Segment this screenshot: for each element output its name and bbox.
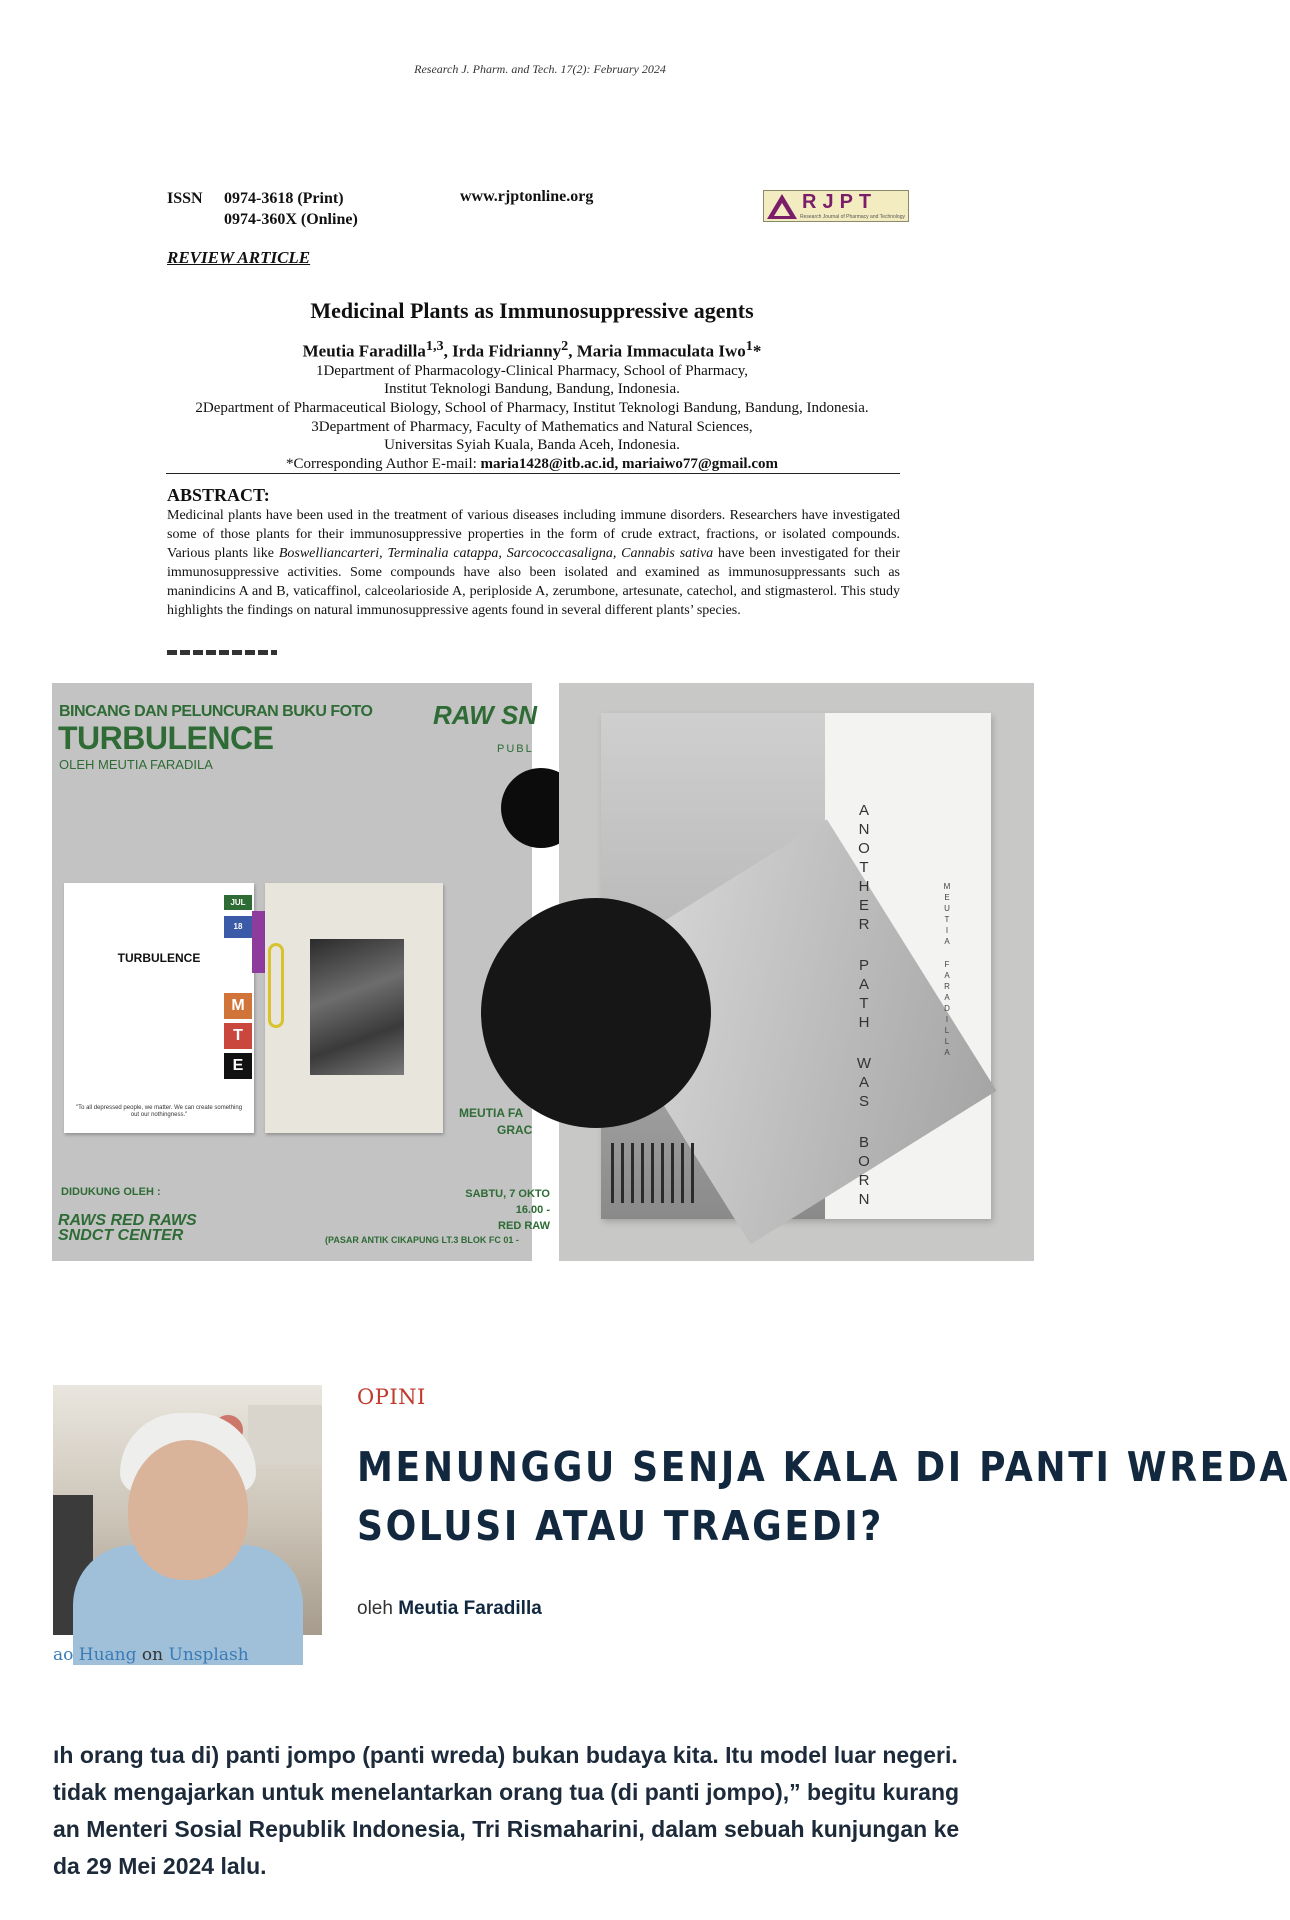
paper-authors: Meutia Faradilla$^{1,3}$, Irda Fidrianny$^2$, Maria Immaculata Iwo$^1$* — [302, 338, 762, 361]
corresponding-author — [0, 455, 1064, 473]
book-author-vertical: M E U T I A F A R A D I L L A — [943, 882, 951, 1057]
affiliation-line: Universitas Syiah Kuala, Banda Aceh, Indonesia. — [384, 437, 680, 453]
event-address: (PASAR ANTIK CIKAPUNG LT.3 BLOK FC 01 - — [325, 1235, 519, 1245]
photo-print-mockup — [265, 883, 443, 1133]
publisher-logo: RAW SN — [433, 700, 537, 730]
photo-credit — [53, 1645, 249, 1665]
affiliation-line: 2Department of Pharmaceutical Biology, School of Pharmacy, Institut Teknologi Bandung, Bandung, Indonesia. — [195, 400, 869, 416]
running-header: Research J. Pharm. and Tech. 17(2): February 2024 — [414, 62, 666, 76]
date-day: 18 — [224, 916, 252, 938]
logo-triangle-icon — [767, 194, 797, 219]
affiliation-line: 3Department of Pharmacy, Faculty of Mathematics and Natural Sciences, — [311, 419, 753, 435]
tab-t: T — [224, 1023, 252, 1049]
sponsor-line: SNDCT CENTER — [58, 1227, 184, 1244]
body-line: da 29 Mei 2024 lalu. — [53, 1853, 267, 1879]
publisher-sub: PUBL — [497, 743, 534, 755]
journal-logo — [763, 190, 909, 222]
event-schedule — [450, 1186, 550, 1234]
book-cover — [601, 713, 991, 1219]
paper-title: Medicinal Plants as Immunosuppressive agents — [310, 298, 754, 323]
speaker-line: MEUTIA FA — [459, 1106, 524, 1120]
book-cover-photo — [559, 683, 1034, 1261]
unsplash-link[interactable]: Unsplash — [168, 1645, 249, 1665]
balcony-railing — [611, 1143, 701, 1203]
event-poster — [52, 683, 550, 1261]
abstract-part: Medicinal plants have been used in the treatment of various diseases including immune disorders. Researchers have investigated some of those plants for their immunosuppressive properties in the form of crude extract, fractions, or isolated compounds. Various plants like — [167, 508, 900, 561]
byline-prefix: oleh — [357, 1598, 399, 1619]
credit-on: on — [136, 1645, 169, 1665]
book-mockup-quote: "To all depressed people, we matter. We can create something out our nothingness." — [75, 1105, 243, 1118]
article-byline — [357, 1598, 542, 1620]
affiliation-line: Institut Teknologi Bandung, Bandung, Indonesia. — [384, 381, 680, 397]
abstract-species: Boswelliancarteri, Terminalia catappa, Sarcococcasaligna, Cannabis sativa — [278, 546, 714, 561]
body-line: tidak mengajarkan untuk menelantarkan orang tua (di panti jompo),” begitu kurang — [53, 1779, 960, 1805]
byline-author[interactable]: Meutia Faradilla — [398, 1598, 542, 1619]
book-title-vertical: A N O T H E R P A T H W A S B O R N — [856, 802, 872, 1208]
tab-e: E — [224, 1053, 252, 1079]
abstract-text — [167, 506, 900, 620]
article-type: REVIEW ARTICLE — [167, 248, 311, 267]
poster-byline: OLEH MEUTIA FARADILA — [59, 757, 213, 772]
poster-title: TURBULENCE — [58, 720, 274, 756]
speaker-line: GRAC — [497, 1123, 533, 1137]
supported-by-label: DIDUKUNG OLEH : — [61, 1186, 161, 1198]
logo-subtitle: Research Journal of Pharmacy and Technology — [800, 214, 905, 220]
article-title — [357, 1438, 1290, 1556]
issn-block — [167, 188, 358, 230]
body-line: an Menteri Sosial Republik Indonesia, Tri Rismaharini, dalam sebuah kunjungan ke — [53, 1816, 960, 1842]
building-photo — [601, 713, 825, 1219]
elderly-woman-photo — [53, 1385, 322, 1635]
issn-print: 0974-3618 (Print) — [224, 190, 344, 207]
title-line: SOLUSI ATAU TRAGEDI? — [357, 1502, 884, 1550]
journal-website: www.rjptonline.org — [460, 188, 594, 205]
issn-online: 0974-360X (Online) — [224, 211, 358, 228]
corresponding-label: *Corresponding Author E-mail: — [285, 456, 481, 472]
corresponding-emails: maria1428@itb.ac.id, mariaiwo77@gmail.com — [480, 456, 778, 472]
poster-speakers — [459, 1105, 532, 1139]
date-month: JUL — [224, 895, 252, 910]
abstract-part: have been investigated for their immunosuppressive activities. Some compounds have also been isolated and examined as immunosuppressants such as manindicins A and B, vaticaffinol, calceolarioside A, periploside A, zerumbone, artesunate, catechol, and stigmasterol. This study highlights the findings on natural immunosuppressive agents found in several different plants’ species. — [167, 546, 901, 618]
body-line: ıh orang tua di) panti jompo (panti wreda) bukan budaya kita. Itu model luar negeri. — [53, 1742, 958, 1768]
cut-off-heading — [167, 650, 277, 655]
title-line: MENUNGGU SENJA KALA DI PANTI WREDA — [357, 1443, 1290, 1491]
paper-first-page — [0, 0, 1080, 655]
footprints-photo — [310, 939, 404, 1075]
tab-m: M — [224, 993, 252, 1019]
issn-label: ISSN — [167, 190, 203, 207]
logo-text: RJPT — [802, 191, 878, 213]
schedule-line: SABTU, 7 OKTO — [465, 1188, 550, 1200]
header-divider — [166, 473, 900, 474]
schedule-line: RED RAW — [498, 1220, 550, 1232]
article-body — [53, 1737, 1038, 1885]
opinion-article — [0, 1370, 1290, 1920]
paper-clip-icon — [268, 943, 284, 1028]
affiliation-line: 1Department of Pharmacology-Clinical Pharmacy, School of Pharmacy, — [315, 363, 749, 379]
sponsor-line: RAWS RED RAWS — [58, 1212, 197, 1229]
poster-kicker: BINCANG DAN PELUNCURAN BUKU FOTO — [59, 703, 373, 720]
photographer-link[interactable]: ao Huang — [53, 1645, 137, 1665]
abstract-heading: ABSTRACT: — [167, 485, 270, 505]
category-label[interactable]: OPINI — [357, 1385, 426, 1409]
book-mockup-title: TURBULENCE — [117, 951, 201, 965]
schedule-line: 16.00 - — [515, 1204, 550, 1216]
sponsor-logos — [58, 1213, 197, 1243]
dome-shape — [481, 898, 711, 1128]
